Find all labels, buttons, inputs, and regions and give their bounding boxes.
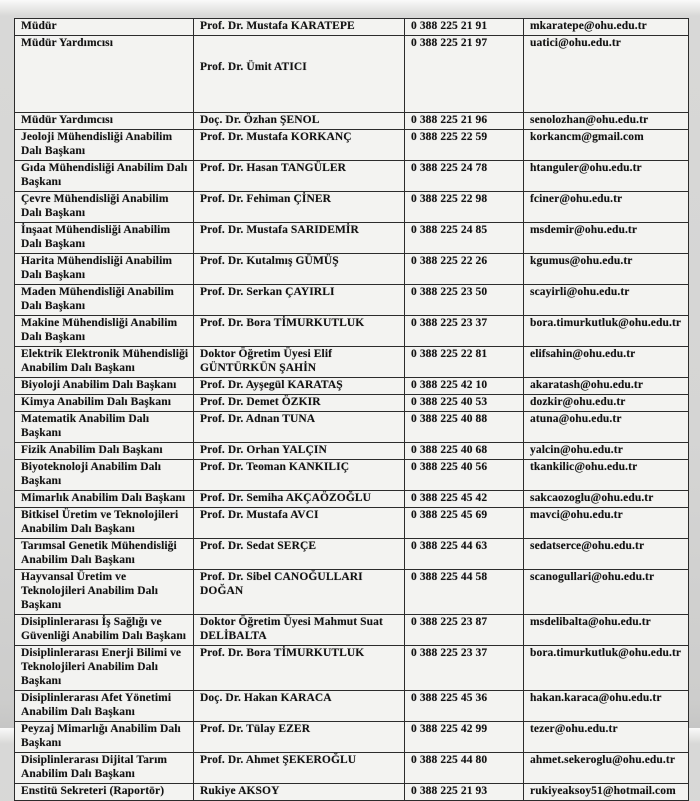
table-row bbox=[15, 19, 689, 36]
row-email-cell: bora.timurkutluk@ohu.edu.tr bbox=[524, 646, 689, 691]
row-title-cell: Disiplinlerarası Enerji Bilimi ve Teknolojileri Anabilim Dalı Başkanı bbox=[15, 646, 194, 691]
table-row bbox=[15, 130, 689, 161]
row-name-cell: Prof. Dr. Mustafa KORKANÇ bbox=[194, 130, 405, 161]
row-name-cell: Prof. Dr. Sibel CANOĞULLARI DOĞAN bbox=[194, 570, 405, 615]
row-title-cell: Bitkisel Üretim ve Teknolojileri Anabilim Dalı Başkanı bbox=[15, 508, 194, 539]
row-name-cell: Prof. Dr. Hasan TANGÜLER bbox=[194, 161, 405, 192]
row-phone-cell: 0 388 225 44 80 bbox=[405, 753, 524, 784]
row-email-cell: ahmet.sekeroglu@ohu.edu.tr bbox=[524, 753, 689, 784]
row-email-cell: elifsahin@ohu.edu.tr bbox=[524, 347, 689, 378]
row-title-cell: Disiplinlerarası Afet Yönetimi Anabilim Dalı Başkanı bbox=[15, 691, 194, 722]
table-row bbox=[15, 570, 689, 615]
row-phone-cell: 0 388 225 22 81 bbox=[405, 347, 524, 378]
row-phone-cell: 0 388 225 44 63 bbox=[405, 539, 524, 570]
row-email-cell: sakcaozoglu@ohu.edu.tr bbox=[524, 491, 689, 508]
table-row bbox=[15, 539, 689, 570]
row-phone-cell: 0 388 225 23 37 bbox=[405, 646, 524, 691]
table-row bbox=[15, 491, 689, 508]
row-name-cell: Prof. Dr. Semiha AKÇAÖZOĞLU bbox=[194, 491, 405, 508]
row-phone-cell: 0 388 225 23 87 bbox=[405, 615, 524, 646]
row-email-cell: htanguler@ohu.edu.tr bbox=[524, 161, 689, 192]
row-email-cell: mavci@ohu.edu.tr bbox=[524, 508, 689, 539]
table-row bbox=[15, 691, 689, 722]
row-email-cell: tezer@ohu.edu.tr bbox=[524, 722, 689, 753]
row-name-cell: Prof. Dr. Mustafa KARATEPE bbox=[194, 19, 405, 36]
table-row bbox=[15, 615, 689, 646]
row-phone-cell: 0 388 225 40 68 bbox=[405, 443, 524, 460]
row-phone-cell: 0 388 225 24 85 bbox=[405, 223, 524, 254]
row-email-cell: yalcin@ohu.edu.tr bbox=[524, 443, 689, 460]
table-row bbox=[15, 347, 689, 378]
row-title-cell: İnşaat Mühendisliği Anabilim Dalı Başkanı bbox=[15, 223, 194, 254]
contact-directory-table-wrap bbox=[14, 18, 688, 801]
table-row bbox=[15, 784, 689, 801]
row-title-cell: Müdür Yardımcısı bbox=[15, 113, 194, 130]
row-title-cell: Makine Mühendisliği Anabilim Dalı Başkanı bbox=[15, 316, 194, 347]
row-title-cell: Müdür bbox=[15, 19, 194, 36]
row-title-cell: Tarımsal Genetik Mühendisliği Anabilim Dalı Başkanı bbox=[15, 539, 194, 570]
row-email-cell: scanogullari@ohu.edu.tr bbox=[524, 570, 689, 615]
table-body bbox=[15, 19, 689, 801]
row-email-cell: fciner@ohu.edu.tr bbox=[524, 192, 689, 223]
row-email-cell: korkancm@gmail.com bbox=[524, 130, 689, 161]
row-name-cell: Prof. Dr. Mustafa AVCI bbox=[194, 508, 405, 539]
row-name-cell: Prof. Dr. Demet ÖZKIR bbox=[194, 395, 405, 412]
contact-directory-table bbox=[14, 18, 689, 801]
row-phone-cell: 0 388 225 40 88 bbox=[405, 412, 524, 443]
table-row bbox=[15, 285, 689, 316]
row-phone-cell: 0 388 225 21 91 bbox=[405, 19, 524, 36]
row-name-cell: Prof. Dr. Ahmet ŞEKEROĞLU bbox=[194, 753, 405, 784]
row-title-cell: Müdür Yardımcısı bbox=[15, 36, 194, 113]
row-name-cell: Prof. Dr. Fehiman ÇİNER bbox=[194, 192, 405, 223]
row-email-cell: kgumus@ohu.edu.tr bbox=[524, 254, 689, 285]
row-name-cell: Rukiye AKSOY bbox=[194, 784, 405, 801]
table-row bbox=[15, 753, 689, 784]
row-name-cell: Prof. Dr. Bora TİMURKUTLUK bbox=[194, 646, 405, 691]
row-email-cell: bora.timurkutluk@ohu.edu.tr bbox=[524, 316, 689, 347]
row-name-cell: Prof. Dr. Serkan ÇAYIRLI bbox=[194, 285, 405, 316]
row-title-cell: Enstitü Sekreteri (Raportör) bbox=[15, 784, 194, 801]
row-phone-cell: 0 388 225 42 10 bbox=[405, 378, 524, 395]
table-row bbox=[15, 113, 689, 130]
row-name-cell: Prof. Dr. Kutalmış GÜMÜŞ bbox=[194, 254, 405, 285]
row-phone-cell: 0 388 225 44 58 bbox=[405, 570, 524, 615]
row-title-cell: Biyoloji Anabilim Dalı Başkanı bbox=[15, 378, 194, 395]
table-row bbox=[15, 508, 689, 539]
row-email-cell: msdemir@ohu.edu.tr bbox=[524, 223, 689, 254]
row-email-cell: mkaratepe@ohu.edu.tr bbox=[524, 19, 689, 36]
row-phone-cell: 0 388 225 45 42 bbox=[405, 491, 524, 508]
row-name-cell: Prof. Dr. Sedat SERÇE bbox=[194, 539, 405, 570]
row-phone-cell: 0 388 225 21 93 bbox=[405, 784, 524, 801]
row-name-cell: Prof. Dr. Teoman KANKILIÇ bbox=[194, 460, 405, 491]
row-name-cell: Prof. Dr. Ayşegül KARATAŞ bbox=[194, 378, 405, 395]
row-name-cell: Doç. Dr. Hakan KARACA bbox=[194, 691, 405, 722]
table-row bbox=[15, 646, 689, 691]
table-row bbox=[15, 443, 689, 460]
row-name-cell: Doç. Dr. Özhan ŞENOL bbox=[194, 113, 405, 130]
table-row bbox=[15, 378, 689, 395]
row-phone-cell: 0 388 225 45 36 bbox=[405, 691, 524, 722]
row-title-cell: Peyzaj Mimarlığı Anabilim Dalı Başkanı bbox=[15, 722, 194, 753]
row-title-cell: Kimya Anabilim Dalı Başkanı bbox=[15, 395, 194, 412]
table-row bbox=[15, 192, 689, 223]
row-email-cell: sedatserce@ohu.edu.tr bbox=[524, 539, 689, 570]
row-name-cell: Prof. Dr. Tülay EZER bbox=[194, 722, 405, 753]
row-phone-cell: 0 388 225 40 56 bbox=[405, 460, 524, 491]
table-row bbox=[15, 161, 689, 192]
table-row bbox=[15, 36, 689, 113]
row-email-cell: atuna@ohu.edu.tr bbox=[524, 412, 689, 443]
row-title-cell: Gıda Mühendisliği Anabilim Dalı Başkanı bbox=[15, 161, 194, 192]
row-name-cell: Doktor Öğretim Üyesi Mahmut Suat DELİBALTA bbox=[194, 615, 405, 646]
row-title-cell: Disiplinlerarası İş Sağlığı ve Güvenliği Anabilim Dalı Başkanı bbox=[15, 615, 194, 646]
row-phone-cell: 0 388 225 24 78 bbox=[405, 161, 524, 192]
row-email-cell: dozkir@ohu.edu.tr bbox=[524, 395, 689, 412]
table-row bbox=[15, 722, 689, 753]
table-row bbox=[15, 316, 689, 347]
row-phone-cell: 0 388 225 22 26 bbox=[405, 254, 524, 285]
table-row bbox=[15, 223, 689, 254]
row-email-cell: tkankilic@ohu.edu.tr bbox=[524, 460, 689, 491]
row-name-cell: Prof. Dr. Bora TİMURKUTLUK bbox=[194, 316, 405, 347]
row-phone-cell: 0 388 225 23 37 bbox=[405, 316, 524, 347]
row-email-cell: scayirli@ohu.edu.tr bbox=[524, 285, 689, 316]
row-phone-cell: 0 388 225 21 96 bbox=[405, 113, 524, 130]
row-title-cell: Matematik Anabilim Dalı Başkanı bbox=[15, 412, 194, 443]
row-title-cell: Çevre Mühendisliği Anabilim Dalı Başkanı bbox=[15, 192, 194, 223]
row-email-cell: senolozhan@ohu.edu.tr bbox=[524, 113, 689, 130]
row-title-cell: Hayvansal Üretim ve Teknolojileri Anabilim Dalı Başkanı bbox=[15, 570, 194, 615]
row-title-cell: Jeoloji Mühendisliği Anabilim Dalı Başkanı bbox=[15, 130, 194, 161]
row-name-cell: Prof. Dr. Adnan TUNA bbox=[194, 412, 405, 443]
row-phone-cell: 0 388 225 21 97 bbox=[405, 36, 524, 113]
row-name-cell: Prof. Dr. Mustafa SARIDEMİR bbox=[194, 223, 405, 254]
table-row bbox=[15, 395, 689, 412]
row-name-cell: Doktor Öğretim Üyesi Elif GÜNTÜRKÜN ŞAHİN bbox=[194, 347, 405, 378]
row-phone-cell: 0 388 225 45 69 bbox=[405, 508, 524, 539]
row-title-cell: Fizik Anabilim Dalı Başkanı bbox=[15, 443, 194, 460]
row-name-cell: Prof. Dr. Ümit ATICI bbox=[194, 36, 405, 113]
row-phone-cell: 0 388 225 40 53 bbox=[405, 395, 524, 412]
table-row bbox=[15, 254, 689, 285]
row-phone-cell: 0 388 225 42 99 bbox=[405, 722, 524, 753]
row-phone-cell: 0 388 225 22 59 bbox=[405, 130, 524, 161]
table-row bbox=[15, 412, 689, 443]
row-title-cell: Mimarlık Anabilim Dalı Başkanı bbox=[15, 491, 194, 508]
row-phone-cell: 0 388 225 23 50 bbox=[405, 285, 524, 316]
row-email-cell: rukiyeaksoy51@hotmail.com bbox=[524, 784, 689, 801]
row-email-cell: msdelibalta@ohu.edu.tr bbox=[524, 615, 689, 646]
row-title-cell: Disiplinlerarası Dijital Tarım Anabilim Dalı Başkanı bbox=[15, 753, 194, 784]
table-row bbox=[15, 460, 689, 491]
row-title-cell: Elektrik Elektronik Mühendisliği Anabilim Dalı Başkanı bbox=[15, 347, 194, 378]
row-title-cell: Maden Mühendisliği Anabilim Dalı Başkanı bbox=[15, 285, 194, 316]
row-email-cell: hakan.karaca@ohu.edu.tr bbox=[524, 691, 689, 722]
row-title-cell: Harita Mühendisliği Anabilim Dalı Başkanı bbox=[15, 254, 194, 285]
row-title-cell: Biyoteknoloji Anabilim Dalı Başkanı bbox=[15, 460, 194, 491]
row-phone-cell: 0 388 225 22 98 bbox=[405, 192, 524, 223]
row-email-cell: uatici@ohu.edu.tr bbox=[524, 36, 689, 113]
row-name-cell: Prof. Dr. Orhan YALÇIN bbox=[194, 443, 405, 460]
row-email-cell: akaratash@ohu.edu.tr bbox=[524, 378, 689, 395]
